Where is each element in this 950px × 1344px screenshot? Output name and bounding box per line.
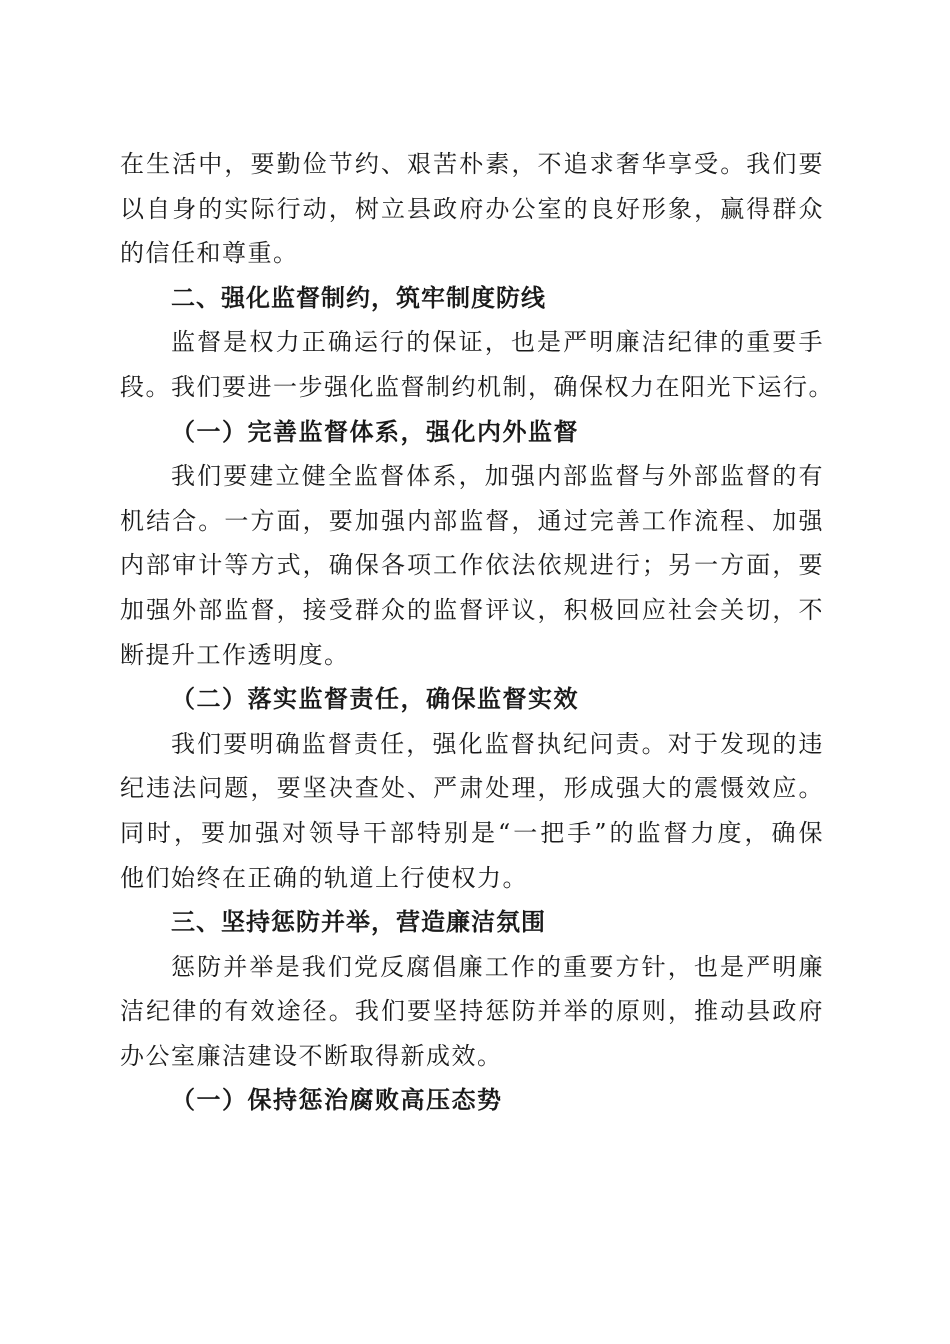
subsection-heading-2-1: （一）完善监督体系，强化内外监督 — [171, 416, 579, 446]
paragraph-line: 纪违法问题，要坚决查处、严肃处理，形成强大的震慑效应。 — [120, 774, 824, 803]
paragraph-line: 我们要明确监督责任，强化监督执纪问责。对于发现的违 — [171, 729, 824, 758]
paragraph-line: 我们要建立健全监督体系，加强内部监督与外部监督的有 — [171, 462, 824, 491]
paragraph-line: 办公室廉洁建设不断取得新成效。 — [120, 1041, 503, 1070]
section-heading-2: 二、强化监督制约，筑牢制度防线 — [171, 283, 546, 312]
paragraph-line: 他们始终在正确的轨道上行使权力。 — [120, 863, 528, 892]
paragraph-line: 的信任和尊重。 — [120, 239, 299, 268]
paragraph-line: 惩防并举是我们党反腐倡廉工作的重要方针，也是严明廉 — [171, 952, 824, 981]
subsection-heading-2-2: （二）落实监督责任，确保监督实效 — [171, 684, 579, 714]
paragraph-line: 段。我们要进一步强化监督制约机制，确保权力在阳光下运行。 — [120, 372, 834, 401]
paragraph-line: 内部审计等方式，确保各项工作依法依规进行；另一方面，要 — [120, 551, 824, 580]
paragraph-line: 机结合。一方面，要加强内部监督，通过完善工作流程、加强 — [120, 506, 824, 535]
document-page — [120, 142, 834, 1123]
paragraph-line: 以自身的实际行动，树立县政府办公室的良好形象，赢得群众 — [120, 194, 824, 223]
paragraph-line: 监督是权力正确运行的保证，也是严明廉洁纪律的重要手 — [171, 328, 824, 357]
paragraph-line: 洁纪律的有效途径。我们要坚持惩防并举的原则，推动县政府 — [120, 997, 824, 1026]
paragraph-line: 同时，要加强对领导干部特别是“一把手”的监督力度，确保 — [120, 818, 824, 847]
subsection-heading-3-1: （一）保持惩治腐败高压态势 — [171, 1085, 503, 1115]
paragraph-line: 在生活中，要勤俭节约、艰苦朴素，不追求奢华享受。我们要 — [120, 150, 824, 178]
paragraph-line: 加强外部监督，接受群众的监督评议，积极回应社会关切，不 — [120, 595, 824, 624]
section-heading-3: 三、坚持惩防并举，营造廉洁氛围 — [171, 908, 546, 937]
paragraph-line: 断提升工作透明度。 — [120, 640, 350, 669]
